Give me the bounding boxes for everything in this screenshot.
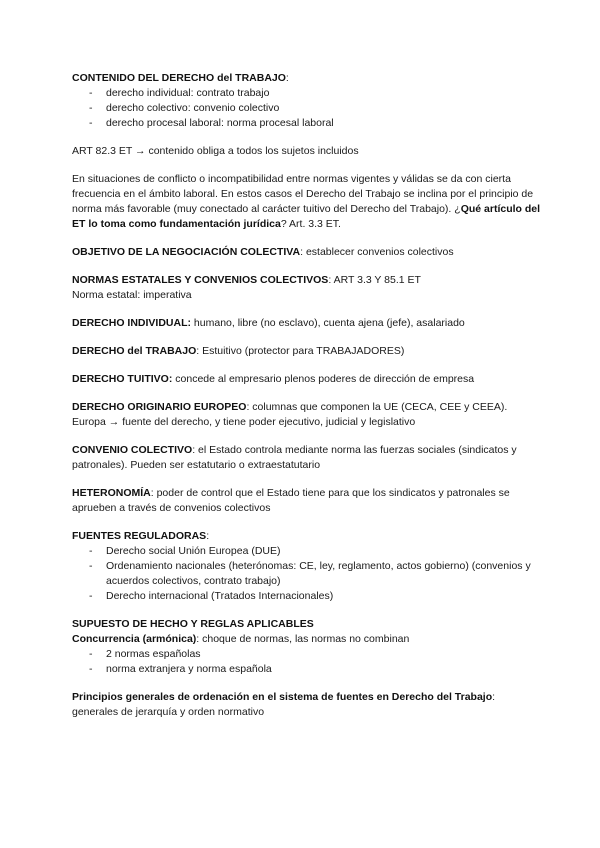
list-item: - derecho colectivo: convenio colectivo: [72, 101, 542, 116]
contenido-list: [72, 86, 542, 131]
contenido-heading: CONTENIDO DEL DERECHO del TRABAJO: [72, 72, 286, 84]
list-item: - derecho procesal laboral: norma procesal laboral: [72, 116, 542, 131]
tuitivo-paragraph: DERECHO TUITIVO: concede al empresario plenos poderes de dirección de empresa: [72, 373, 475, 385]
list-item: - Ordenamiento nacionales (heterónomas: CE, ley, reglamento, actos gobierno) (convenios y acuerdos colectivos, contrato trabajo): [72, 559, 542, 589]
objetivo-paragraph: OBJETIVO DE LA NEGOCIACIÓN COLECTIVA: establecer convenios colectivos: [72, 246, 454, 258]
conflicto-question: Qué artículo del ET lo toma como fundamentación jurídica: [72, 203, 541, 230]
fuentes-list: [72, 544, 542, 604]
supuesto-section: SUPUESTO DE HECHO Y REGLAS APLICABLES Concurrencia (armónica): choque de normas, las normas no combinan - 2 normas españolas - norma extranjera y norma española: [72, 617, 542, 677]
list-item: - Derecho internacional (Tratados Internacionales): [72, 589, 542, 604]
list-item: - Derecho social Unión Europea (DUE): [72, 544, 542, 559]
individual-paragraph: DERECHO INDIVIDUAL: humano, libre (no esclavo), cuenta ajena (jefe), asalariado: [72, 317, 465, 329]
contenido-heading-line: CONTENIDO DEL DERECHO del TRABAJO:: [72, 72, 289, 84]
supuesto-heading: SUPUESTO DE HECHO Y REGLAS APLICABLES: [72, 618, 314, 630]
list-item: - derecho individual: contrato trabajo: [72, 86, 542, 101]
contenido-section: [72, 71, 542, 131]
convenio-paragraph: CONVENIO COLECTIVO: el Estado controla mediante norma las fuerzas sociales (sindicatos y patronales). Pueden ser estatutario o extraestatutario: [72, 444, 517, 471]
supuesto-list: [72, 647, 542, 677]
trabajo-paragraph: DERECHO del TRABAJO: Estuitivo (protector para TRABAJADORES): [72, 345, 405, 357]
fuentes-section: FUENTES REGULADORAS: - Derecho social Unión Europea (DUE) - Ordenamiento nacionales (heterónomas: CE, ley, reglamento, actos gobierno) (convenios y acuerdos colectivos, contrato trabajo) - Derecho internacional (Tratados Internacionales): [72, 529, 542, 604]
list-item: - 2 normas españolas: [72, 647, 542, 662]
conflicto-paragraph: En situaciones de conflicto o incompatibilidad entre normas vigentes y válidas se da con cierta frecuencia en el ámbito laboral. En estos casos el Derecho del Trabajo se inclina por el principio de norma más favorable (muy conectado al carácter tuitivo del Derecho del Trabajo). ¿Qué artículo del ET lo toma como fundamentación jurídica? Art. 3.3 ET.: [72, 173, 541, 230]
document-page: [72, 71, 542, 720]
normas-paragraph: NORMAS ESTATALES Y CONVENIOS COLECTIVOS: ART 3.3 Y 85.1 ET Norma estatal: imperativa: [72, 274, 421, 301]
heteronomia-paragraph: HETERONOMÍA: poder de control que el Estado tiene para que los sindicatos y patronales se aprueben a través de convenios colectivos: [72, 487, 510, 514]
art-paragraph: ART 82.3 ET → contenido obliga a todos los sujetos incluidos: [72, 145, 359, 157]
principios-paragraph: Principios generales de ordenación en el sistema de fuentes en Derecho del Trabajo: generales de jerarquía y orden normativo: [72, 691, 496, 718]
originario-paragraph: DERECHO ORIGINARIO EUROPEO: columnas que componen la UE (CECA, CEE y CEEA). Europa → fuente del derecho, y tiene poder ejecutivo, judicial y legislativo: [72, 401, 508, 428]
fuentes-heading: FUENTES REGULADORAS: [72, 530, 207, 542]
list-item: - norma extranjera y norma española: [72, 662, 542, 677]
concurrencia-term: Concurrencia (armónica): [72, 633, 197, 645]
